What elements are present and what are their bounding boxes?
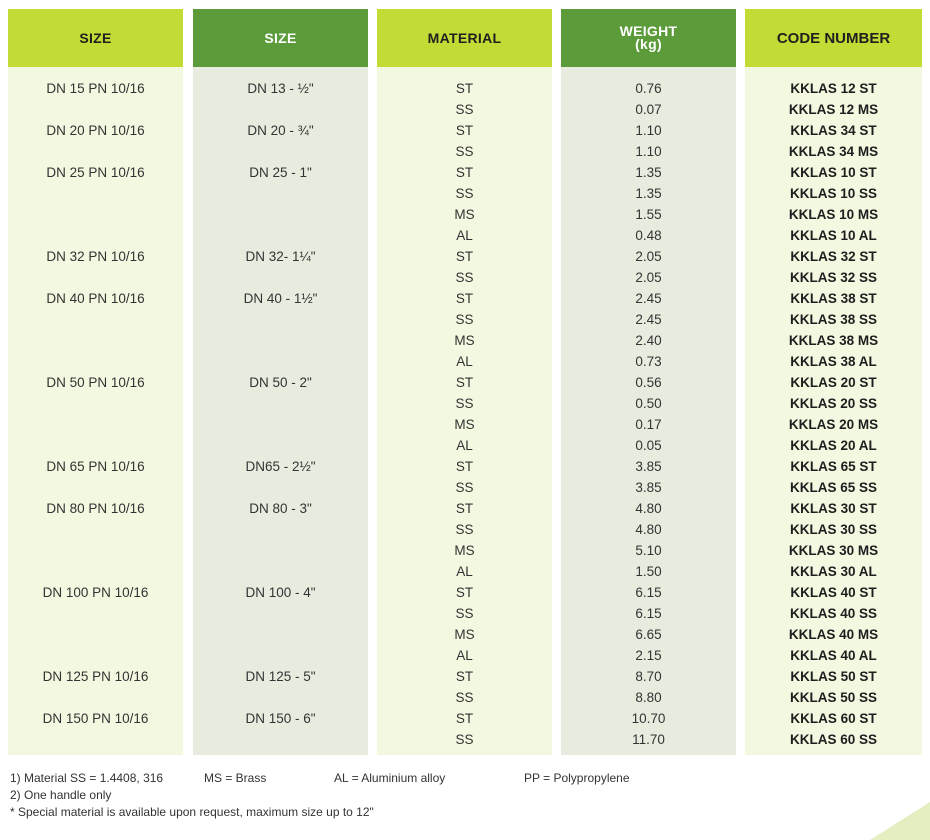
weight-cell: 1.10 [635,144,662,159]
size-inch-column [193,9,368,755]
weight-cell: 1.55 [635,207,662,222]
code-cell: KKLAS 20 AL [790,438,877,453]
footnotes [10,770,630,821]
dn-cell: DN 20 PN 10/16 [46,123,145,138]
material-cell: AL [456,564,473,579]
dn-cell: DN 150 PN 10/16 [42,711,149,726]
code-cell: KKLAS 10 SS [789,186,878,201]
code-cell: KKLAS 40 SS [789,606,878,621]
weight-header-label: WEIGHT [619,23,678,39]
footnote-pp: PP = Polypropylene [524,771,630,785]
inch-cell: DN 50 - 2" [249,375,312,390]
material-cell: AL [456,354,473,369]
size-inch-header: SIZE [193,9,368,67]
weight-cell: 3.85 [635,459,662,474]
weight-cell: 0.48 [635,228,662,243]
dn-cell: DN 50 PN 10/16 [46,375,145,390]
code-cell: KKLAS 30 SS [789,522,878,537]
weight-cell: 11.70 [632,732,665,747]
code-cell: KKLAS 40 ST [790,585,877,600]
material-cell: AL [456,228,473,243]
size-dn-header: SIZE [8,9,183,67]
material-cell: SS [455,144,474,159]
inch-cell: DN 150 - 6" [245,711,316,726]
footnote-line-1 [10,770,630,787]
weight-cell: 4.80 [635,522,662,537]
material-header: MATERIAL [377,9,552,67]
footnote-ms: MS = Brass [204,771,267,785]
weight-cell: 6.65 [635,627,662,642]
inch-cell: DN65 - 2½" [245,459,316,474]
weight-cell: 0.17 [635,417,662,432]
inch-cell: DN 20 - ¾" [247,123,314,138]
weight-cell: 8.70 [635,669,662,684]
material-cell: MS [454,543,475,558]
weight-cell: 3.85 [635,480,662,495]
material-cell: ST [455,291,474,306]
weight-cell: 2.40 [635,333,662,348]
weight-cell: 2.05 [635,249,662,264]
material-cell: SS [455,480,474,495]
material-cell: ST [455,165,474,180]
footnote-line-2: 2) One handle only [10,788,112,802]
material-cell: MS [454,207,475,222]
weight-cell: 2.05 [635,270,662,285]
code-cell: KKLAS 30 MS [788,543,879,558]
code-cell: KKLAS 50 ST [790,669,877,684]
weight-column [561,9,736,755]
code-cell: KKLAS 32 SS [789,270,878,285]
weight-cell: 0.50 [635,396,662,411]
code-cell: KKLAS 32 ST [790,249,877,264]
code-header: CODE NUMBER [745,9,922,67]
footnote-al: AL = Aluminium alloy [334,771,446,785]
weight-header [561,9,736,67]
material-cell: SS [455,102,474,117]
corner-decoration [870,802,930,840]
code-cell: KKLAS 65 SS [789,480,878,495]
weight-cell: 5.10 [635,543,662,558]
dn-cell: DN 125 PN 10/16 [42,669,149,684]
code-column [745,9,922,755]
material-cell: ST [455,711,474,726]
material-cell: ST [455,123,474,138]
code-cell: KKLAS 40 MS [788,627,879,642]
code-cell: KKLAS 10 ST [790,165,877,180]
code-cell: KKLAS 60 SS [789,732,878,747]
code-cell: KKLAS 50 SS [789,690,878,705]
weight-cell: 4.80 [635,501,662,516]
material-cell: ST [455,501,474,516]
dn-cell: DN 100 PN 10/16 [42,585,149,600]
material-cell: MS [454,417,475,432]
code-cell: KKLAS 65 ST [790,459,877,474]
code-cell: KKLAS 60 ST [790,711,877,726]
code-cell: KKLAS 38 MS [788,333,879,348]
inch-cell: DN 13 - ½" [247,81,314,96]
material-cell: SS [455,732,474,747]
dn-cell: DN 15 PN 10/16 [46,81,145,96]
code-cell: KKLAS 34 ST [790,123,877,138]
material-cell: ST [455,81,474,96]
material-cell: SS [455,312,474,327]
inch-cell: DN 32- 1¼" [245,249,316,264]
code-cell: KKLAS 38 AL [790,354,877,369]
code-cell: KKLAS 38 SS [789,312,878,327]
material-cell: ST [455,669,474,684]
material-cell: SS [455,690,474,705]
weight-cell: 0.56 [635,375,662,390]
footnote-material-ss: 1) Material SS = 1.4408, 316 [10,771,164,785]
weight-cell: 2.45 [635,312,662,327]
weight-cell: 1.35 [635,186,662,201]
material-column [377,9,552,755]
code-cell: KKLAS 12 MS [788,102,879,117]
dn-cell: DN 25 PN 10/16 [46,165,145,180]
material-cell: AL [456,648,473,663]
weight-cell: 10.70 [631,711,666,726]
dn-cell: DN 32 PN 10/16 [46,249,145,264]
material-cell: SS [455,522,474,537]
code-cell: KKLAS 30 ST [790,501,877,516]
material-cell: MS [454,333,475,348]
material-cell: SS [455,270,474,285]
inch-cell: DN 125 - 5" [245,669,316,684]
weight-header-unit: (kg) [635,36,662,52]
weight-cell: 0.07 [635,102,662,117]
code-cell: KKLAS 20 MS [788,417,879,432]
code-cell: KKLAS 10 AL [790,228,877,243]
code-cell: KKLAS 20 ST [790,375,877,390]
weight-cell: 0.73 [635,354,662,369]
weight-cell: 6.15 [635,606,662,621]
footnote-line-3: * Special material is available upon request, maximum size up to 12" [10,805,374,819]
size-dn-column [8,9,183,755]
weight-cell: 1.50 [635,564,662,579]
material-cell: AL [456,438,473,453]
material-cell: SS [455,186,474,201]
weight-cell: 0.05 [635,438,662,453]
weight-cell: 0.76 [635,81,662,96]
code-cell: KKLAS 34 MS [788,144,879,159]
material-cell: SS [455,396,474,411]
code-cell: KKLAS 12 ST [790,81,877,96]
material-cell: ST [455,375,474,390]
dn-cell: DN 65 PN 10/16 [46,459,145,474]
code-cell: KKLAS 10 MS [788,207,879,222]
code-cell: KKLAS 20 SS [789,396,878,411]
weight-cell: 2.15 [635,648,662,663]
material-cell: SS [455,606,474,621]
inch-cell: DN 100 - 4" [245,585,316,600]
weight-cell: 8.80 [635,690,662,705]
material-cell: ST [455,249,474,264]
weight-cell: 1.35 [635,165,662,180]
code-cell: KKLAS 38 ST [790,291,877,306]
dn-cell: DN 80 PN 10/16 [46,501,145,516]
weight-cell: 6.15 [635,585,662,600]
dn-cell: DN 40 PN 10/16 [46,291,145,306]
material-cell: ST [455,585,474,600]
inch-cell: DN 25 - 1" [249,165,312,180]
inch-cell: DN 80 - 3" [249,501,312,516]
weight-cell: 2.45 [635,291,662,306]
weight-cell: 1.10 [635,123,662,138]
material-cell: ST [455,459,474,474]
material-cell: MS [454,627,475,642]
inch-cell: DN 40 - 1½" [243,291,318,306]
code-cell: KKLAS 30 AL [790,564,877,579]
code-cell: KKLAS 40 AL [790,648,877,663]
